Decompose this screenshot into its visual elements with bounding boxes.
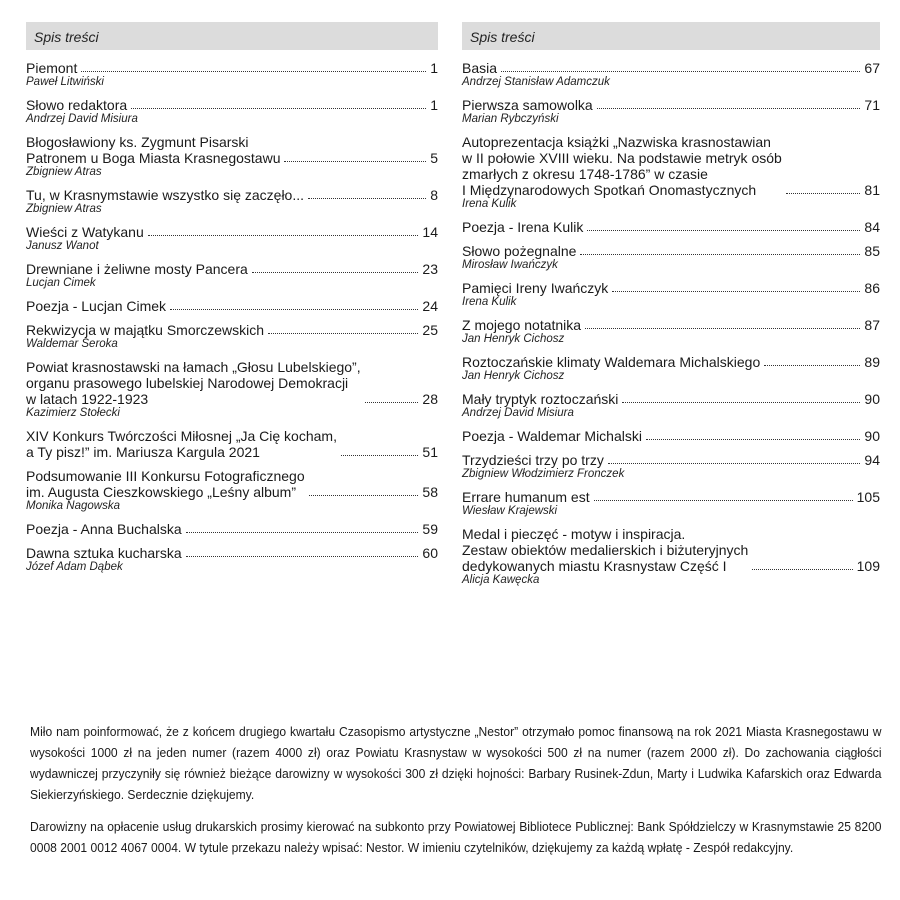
toc-entry bbox=[462, 219, 880, 235]
dot-leader bbox=[81, 70, 426, 72]
toc-entry-row bbox=[462, 489, 880, 505]
toc-entry-row bbox=[462, 134, 880, 198]
toc-entry bbox=[462, 97, 880, 126]
toc-entry-page: 60 bbox=[422, 545, 438, 561]
dot-leader bbox=[587, 229, 860, 231]
toc-entry-page: 89 bbox=[864, 354, 880, 370]
toc-entry-row bbox=[26, 224, 438, 240]
toc-entry-title: Wieści z Watykanu bbox=[26, 224, 144, 240]
dot-leader bbox=[252, 271, 419, 273]
toc-entry-row bbox=[462, 526, 880, 574]
toc-entry-row bbox=[26, 261, 438, 277]
toc-entry-page: 90 bbox=[864, 428, 880, 444]
dot-leader bbox=[365, 401, 419, 403]
dot-leader bbox=[580, 253, 860, 255]
toc-entry-page: 5 bbox=[430, 150, 438, 166]
toc-entry-title: Trzydzieści trzy po trzy bbox=[462, 452, 604, 468]
toc-entry-page: 58 bbox=[422, 484, 438, 500]
toc-entry-row bbox=[462, 280, 880, 296]
toc-entry-author: Andrzej David Misiura bbox=[462, 407, 574, 419]
toc-entry-row bbox=[26, 322, 438, 338]
dot-leader bbox=[646, 438, 860, 440]
toc-entry-row bbox=[462, 60, 880, 76]
toc-entry-page: 25 bbox=[422, 322, 438, 338]
toc-entry-row bbox=[26, 97, 438, 113]
toc-entry-author: Zbigniew Atras bbox=[26, 203, 102, 215]
dot-leader bbox=[501, 70, 860, 72]
toc-entry bbox=[462, 428, 880, 444]
toc-entry-page: 1 bbox=[430, 97, 438, 113]
toc-entry-title: Errare humanum est bbox=[462, 489, 590, 505]
dot-leader bbox=[608, 462, 861, 464]
toc-entry-page: 28 bbox=[422, 391, 438, 407]
toc-entry-title: Tu, w Krasnymstawie wszystko się zaczęło... bbox=[26, 187, 305, 203]
toc-entry-row bbox=[26, 298, 438, 314]
toc-entry-title: Pamięci Ireny Iwańczyk bbox=[462, 280, 609, 296]
toc-entry-title: Słowo redaktora bbox=[26, 97, 128, 113]
toc-entry-title: Poezja - Waldemar Michalski bbox=[462, 428, 642, 444]
toc-entry-page: 86 bbox=[864, 280, 880, 296]
donations-note: Darowizny na opłacenie usług drukarskich prosimy kierować na subkonto przy Powiatowej Bibliotece Publicznej: Bank Spółdzielczy w Krasnymstawie 25 8200 0008 2001 0012 4067 0004. W tytule przekazu należy wpisać: Nestor. W imieniu czytelników, dziękujemy za każdą wpłatę - Zespół redakcyjny. bbox=[30, 820, 882, 855]
toc-header: Spis treści bbox=[26, 22, 438, 50]
toc-entry-row bbox=[462, 97, 880, 113]
toc-entry-row bbox=[26, 134, 438, 166]
toc-entry-author: Józef Adam Dąbek bbox=[26, 561, 123, 573]
toc-entry bbox=[462, 317, 880, 346]
toc-entry-title: Medal i pieczęć - motyw i inspiracja. Zestaw obiektów medalierskich i biżuteryjnych dedykowanych miastu Krasnystaw Część I bbox=[462, 526, 749, 574]
toc-entry-title: Słowo pożegnalne bbox=[462, 243, 577, 259]
toc-entry-row bbox=[26, 428, 438, 460]
dot-leader bbox=[170, 308, 418, 310]
toc-entry bbox=[462, 60, 880, 89]
toc-entry-page: 8 bbox=[430, 187, 438, 203]
toc-entry-page: 105 bbox=[856, 489, 880, 505]
toc-entry bbox=[462, 452, 880, 481]
toc-entry-author: Monika Nagowska bbox=[26, 500, 120, 512]
dot-leader bbox=[309, 494, 419, 496]
toc-entry-author: Andrzej David Misiura bbox=[26, 113, 138, 125]
toc-entry-title: Roztoczańskie klimaty Waldemara Michalskiego bbox=[462, 354, 761, 370]
dot-leader bbox=[186, 555, 419, 557]
toc-entry bbox=[26, 428, 438, 460]
toc-entry-author: Zbigniew Włodzimierz Fronczek bbox=[462, 468, 625, 480]
toc-entry bbox=[462, 489, 880, 518]
toc-entry bbox=[462, 134, 880, 211]
dot-leader bbox=[308, 197, 426, 199]
toc-entry-row bbox=[26, 187, 438, 203]
toc-entry-row bbox=[462, 317, 880, 333]
toc-header: Spis treści bbox=[462, 22, 880, 50]
toc-entry-row bbox=[26, 545, 438, 561]
dot-leader bbox=[786, 192, 861, 194]
toc-entry-author: Marian Rybczyński bbox=[462, 113, 559, 125]
toc-entry bbox=[26, 468, 438, 513]
toc-entry-title: XIV Konkurs Twórczości Miłosnej „Ja Cię kocham, a Ty pisz!” im. Mariusza Kargula 2021 bbox=[26, 428, 337, 460]
toc-entry-page: 59 bbox=[422, 521, 438, 537]
toc-list bbox=[462, 60, 880, 587]
dot-leader bbox=[764, 364, 860, 366]
toc-entry-page: 109 bbox=[856, 558, 880, 574]
toc-entry bbox=[26, 298, 438, 314]
dot-leader bbox=[268, 332, 418, 334]
toc-right-column bbox=[462, 22, 880, 595]
toc-entry bbox=[462, 354, 880, 383]
toc-entry-row bbox=[462, 354, 880, 370]
toc-entry-author: Irena Kulik bbox=[462, 296, 517, 308]
toc-entry-author: Wiesław Krajewski bbox=[462, 505, 558, 517]
toc-entry-page: 14 bbox=[422, 224, 438, 240]
toc-entry-author: Kazimierz Stołecki bbox=[26, 407, 120, 419]
toc-entry-title: Autoprezentacja książki „Nazwiska krasnostawian w II połowie XVIII wieku. Na podstawie metryk osób zmarłych z okresu 1748-1786” w czasie I Międzynarodowych Spotkań Onomastycznych bbox=[462, 134, 782, 198]
toc-entry bbox=[26, 261, 438, 290]
toc-entry-author: Paweł Litwiński bbox=[26, 76, 104, 88]
toc-entry-author: Alicja Kawęcka bbox=[462, 574, 540, 586]
toc-entry-title: Z mojego notatnika bbox=[462, 317, 582, 333]
dot-leader bbox=[284, 160, 426, 162]
toc-entry-page: 81 bbox=[864, 182, 880, 198]
toc-list bbox=[26, 60, 438, 574]
toc-entry-author: Waldemar Seroka bbox=[26, 338, 118, 350]
toc-entry-page: 87 bbox=[864, 317, 880, 333]
toc-entry-title: Rekwizycja w majątku Smorczewskich bbox=[26, 322, 265, 338]
toc-entry-title: Poezja - Anna Buchalska bbox=[26, 521, 182, 537]
toc-entry-row bbox=[462, 452, 880, 468]
toc-entry-author: Irena Kulik bbox=[462, 198, 517, 210]
toc-entry-page: 94 bbox=[864, 452, 880, 468]
toc-entry-author: Andrzej Stanisław Adamczuk bbox=[462, 76, 610, 88]
toc-entry bbox=[26, 521, 438, 537]
toc-entry-title: Basia bbox=[462, 60, 498, 76]
toc-entry-title: Powiat krasnostawski na łamach „Głosu Lubelskiego”, organu prasowego lubelskiej Narodowej Demokracji w latach 1922-1923 bbox=[26, 359, 361, 407]
toc-entry-row bbox=[462, 428, 880, 444]
toc-entry-row bbox=[462, 219, 880, 235]
toc-entry-title: Poezja - Irena Kulik bbox=[462, 219, 584, 235]
dot-leader bbox=[585, 327, 860, 329]
toc-entry bbox=[462, 526, 880, 587]
toc-entry bbox=[26, 545, 438, 574]
toc-entry bbox=[462, 280, 880, 309]
toc-entry-title: Błogosławiony ks. Zygmunt Pisarski Patronem u Boga Miasta Krasnegostawu bbox=[26, 134, 281, 166]
toc-entry-title: Poezja - Lucjan Cimek bbox=[26, 298, 167, 314]
toc-entry bbox=[462, 391, 880, 420]
toc-entry-author: Zbigniew Atras bbox=[26, 166, 102, 178]
toc-entry-page: 23 bbox=[422, 261, 438, 277]
toc-entry-page: 90 bbox=[864, 391, 880, 407]
toc-entry-title: Dawna sztuka kucharska bbox=[26, 545, 182, 561]
dot-leader bbox=[612, 290, 860, 292]
dot-leader bbox=[131, 107, 426, 109]
toc-entry bbox=[26, 187, 438, 216]
toc-entry-row bbox=[26, 521, 438, 537]
funding-note: Miło nam poinformować, że z końcem drugiego kwartału Czasopismo artystyczne „Nestor” otrzymało pomoc finansową na rok 2021 Miasta Krasnegostawu w wysokości 1000 zł na jeden numer (razem 4000 zł) oraz Powiatu Krasnystaw w wysokości 500 zł na numer (razem 2000 zł). Do zachowania ciągłości wydawniczej przyczyniły się również bieżące darowizny w wysokości 300 zł dzięki hojności: Barbary Rusinek-Zdun, Marty i Ludwika Kafarskich oraz Edwarda Siekierzyńskiego. Serdecznie dziękujemy. bbox=[30, 725, 882, 802]
toc-left-column bbox=[26, 22, 438, 582]
toc-entry bbox=[26, 224, 438, 253]
toc-entry-title: Pierwsza samowolka bbox=[462, 97, 593, 113]
toc-entry-title: Mały tryptyk roztoczański bbox=[462, 391, 619, 407]
toc-entry-author: Jan Henryk Cichosz bbox=[462, 370, 565, 382]
dot-leader bbox=[594, 499, 853, 501]
toc-entry bbox=[26, 322, 438, 351]
dot-leader bbox=[622, 401, 860, 403]
toc-entry-title: Podsumowanie III Konkursu Fotograficznego im. Augusta Cieszkowskiego „Leśny album” bbox=[26, 468, 305, 500]
toc-entry bbox=[462, 243, 880, 272]
toc-entry-row bbox=[26, 359, 438, 407]
toc-entry-page: 71 bbox=[864, 97, 880, 113]
toc-entry-page: 85 bbox=[864, 243, 880, 259]
toc-entry-author: Mirosław Iwańczyk bbox=[462, 259, 558, 271]
dot-leader bbox=[186, 531, 419, 533]
dot-leader bbox=[148, 234, 419, 236]
toc-entry-author: Lucjan Cimek bbox=[26, 277, 96, 289]
notes-section bbox=[30, 722, 882, 870]
toc-entry bbox=[26, 60, 438, 89]
toc-entry-row bbox=[26, 468, 438, 500]
dot-leader bbox=[341, 454, 418, 456]
toc-entry bbox=[26, 97, 438, 126]
toc-entry-title: Piemont bbox=[26, 60, 78, 76]
dot-leader bbox=[752, 568, 852, 570]
toc-entry-row bbox=[462, 243, 880, 259]
toc-entry-row bbox=[26, 60, 438, 76]
toc-entry bbox=[26, 134, 438, 179]
toc-entry-page: 67 bbox=[864, 60, 880, 76]
toc-entry-page: 51 bbox=[422, 444, 438, 460]
toc-entry-page: 84 bbox=[864, 219, 880, 235]
toc-entry-page: 24 bbox=[422, 298, 438, 314]
toc-entry bbox=[26, 359, 438, 420]
toc-entry-title: Drewniane i żeliwne mosty Pancera bbox=[26, 261, 248, 277]
toc-entry-author: Janusz Wanot bbox=[26, 240, 99, 252]
toc-entry-author: Jan Henryk Cichosz bbox=[462, 333, 565, 345]
toc-entry-page: 1 bbox=[430, 60, 438, 76]
dot-leader bbox=[597, 107, 861, 109]
toc-entry-row bbox=[462, 391, 880, 407]
